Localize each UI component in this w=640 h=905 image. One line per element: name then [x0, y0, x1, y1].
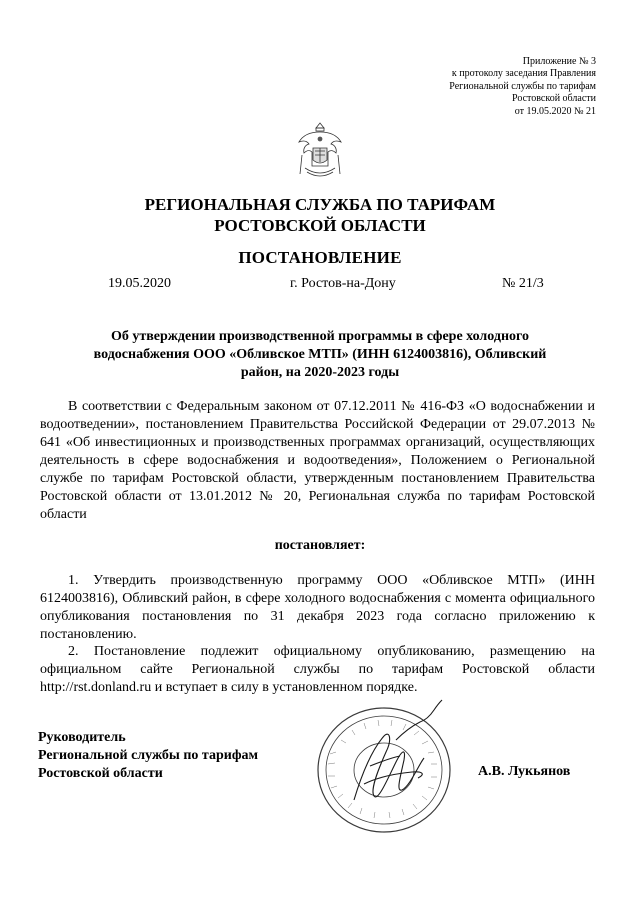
document-number: № 21/3 [502, 276, 544, 291]
appendix-line: Ростовской области [512, 93, 596, 105]
org-name-line: РОСТОВСКОЙ ОБЛАСТИ [214, 216, 426, 235]
appendix-line: от 19.05.2020 № 21 [514, 105, 596, 117]
signer-name: А.В. Лукьянов [478, 764, 571, 779]
org-name-line: РЕГИОНАЛЬНАЯ СЛУЖБА ПО ТАРИФАМ [144, 195, 496, 214]
document-city: г. Ростов-на-Дону [290, 276, 396, 291]
document-date: 19.05.2020 [108, 276, 171, 291]
document-subject [64, 328, 576, 382]
official-seal-icon [300, 692, 470, 847]
organization-name [0, 194, 640, 236]
appendix-line: к протоколу заседания Правления [451, 68, 596, 80]
signer-title-line: Региональной службы по тарифам [38, 748, 259, 763]
decree-item-1: 1. Утвердить производственную программу ООО «Обливское МТП» (ИНН 6124003816), Обливский район, в сфере холодного водоснабжения с момента официального опубликования постановления по 31 декабря 2023 года согласно приложению к постановлению. [40, 573, 595, 642]
signer-title [38, 729, 318, 783]
document-type: ПОСТАНОВЛЕНИЕ [238, 248, 402, 267]
subject-line: водоснабжения ООО «Обливское МТП» (ИНН 6124003816), Обливский [93, 347, 547, 362]
decree-item-2: 2. Постановление подлежит официальному опубликованию, размещению на официальном сайте Региональной службы по тарифам Ростовской области http://rst.donland.ru и вступает в силу в установленном порядке. [40, 644, 595, 695]
decree-heading: постановляет: [274, 538, 366, 553]
appendix-line: Приложение № 3 [522, 56, 596, 67]
signer-title-line: Руководитель [38, 730, 126, 745]
signer-title-line: Ростовской области [38, 766, 163, 781]
preamble-paragraph: В соответствии с Федеральным законом от 07.12.2011 № 416-ФЗ «О водоснабжении и водоотведении», постановлением Правительства Российской Федерации от 29.07.2013 № 641 «Об инвестиционных и производственных программах организаций, осуществляющих деятельность в сфере водоснабжения и водоотведения», Положением о Региональной службе по тарифам Ростовской области, утвержденным постановлением Правительства Ростовской области от 13.01.2012 № 20, Региональная служба по тарифам Ростовской области [40, 399, 595, 522]
appendix-line: Региональной службы по тарифам [449, 80, 596, 92]
subject-line: Об утверждении производственной программы в сфере холодного [110, 329, 530, 344]
subject-line: район, на 2020-2023 годы [240, 365, 400, 380]
coat-of-arms-icon [297, 122, 343, 180]
appendix-reference [356, 56, 596, 118]
